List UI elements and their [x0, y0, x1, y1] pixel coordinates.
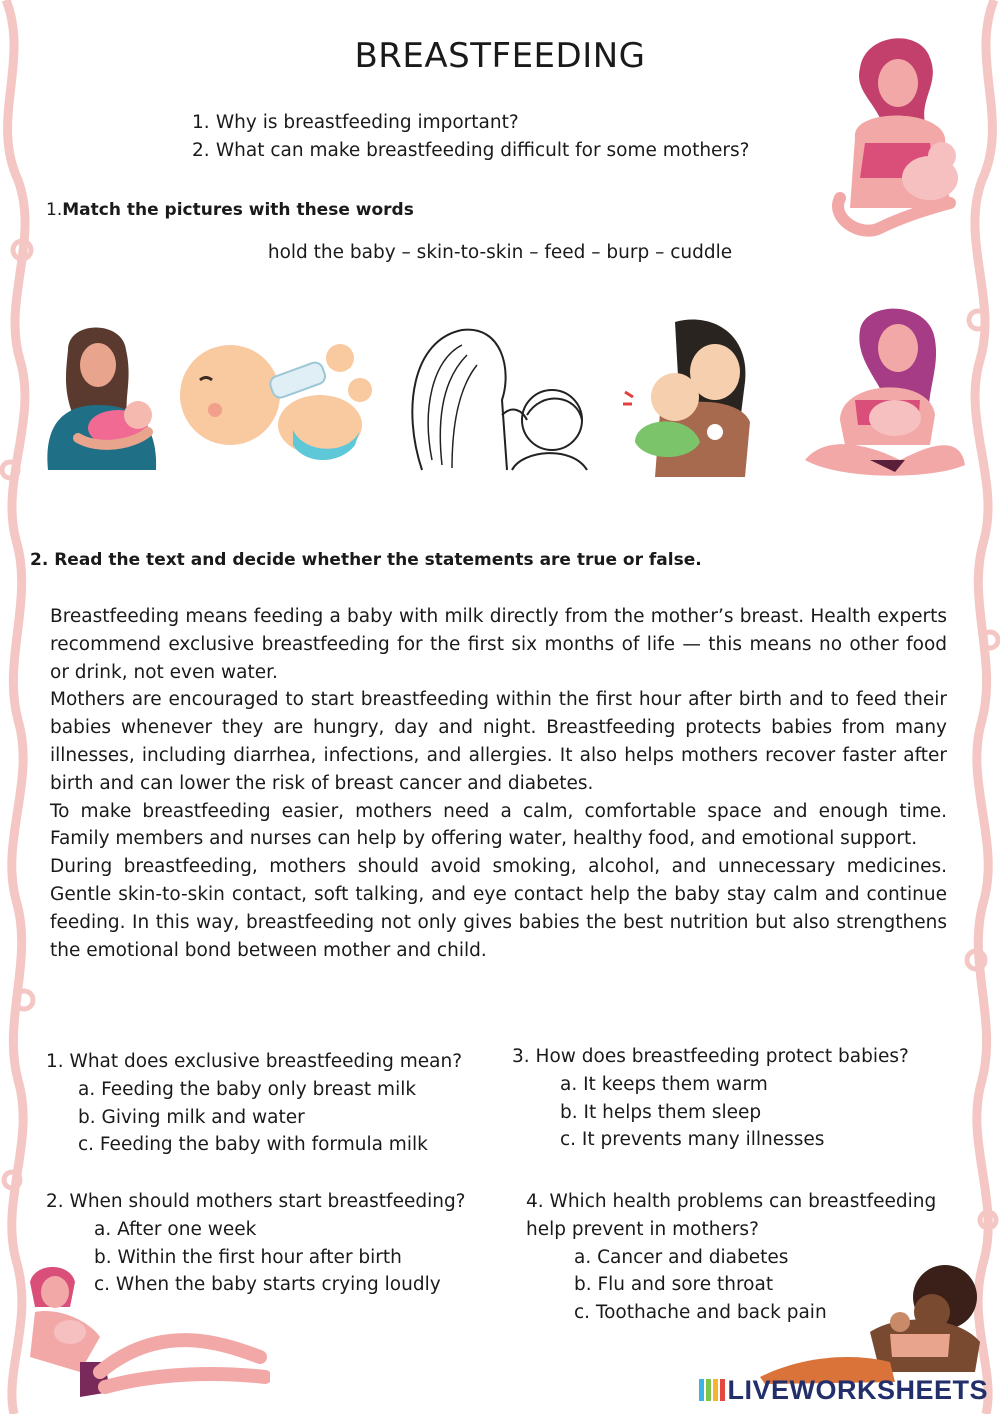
question-text: 2. When should mothers start breastfeeding? — [46, 1191, 466, 1212]
intro-question-number: 1. — [192, 112, 210, 133]
intro-question-text: Why is breastfeeding important? — [215, 112, 519, 133]
answer-option[interactable]: b. Flu and sore throat — [574, 1274, 774, 1296]
answer-option[interactable]: c. Feeding the baby with formula milk — [78, 1134, 428, 1156]
passage-paragraph: During breastfeeding, mothers should avoid smoking, alcohol, and unnecessary medicines. Gentle skin-to-skin contact, soft talking, and eye contact help the baby stay calm and continue feeding. In this way, breastfeeding not only gives babies the best nutrition but also strengthens the emotional bond between mother and child. — [50, 856, 947, 961]
answer-option[interactable]: b. It helps them sleep — [560, 1101, 762, 1123]
intro-question-1 — [192, 112, 519, 133]
answer-option[interactable]: a. Cancer and diabetes — [574, 1246, 789, 1268]
baby-bottle-feeding-icon — [175, 330, 375, 465]
page-title: BREASTFEEDING — [354, 36, 646, 76]
answer-option[interactable]: c. When the baby starts crying loudly — [94, 1274, 441, 1296]
answer-option[interactable]: c. Toothache and back pain — [574, 1302, 827, 1324]
lying-mother-with-baby-illustration-icon — [760, 1262, 992, 1387]
question-text: 3. How does breastfeeding protect babies? — [512, 1046, 909, 1067]
breastfeeding-mother-icon — [800, 300, 970, 480]
passage-paragraph: Breastfeeding means feeding a baby with milk directly from the mother’s breast. Health experts recommend exclusive breastfeeding for the first six months of life — this means no other food or drink, not even water. — [50, 606, 947, 683]
logo-text: LIVEWORKSHEETS — [727, 1375, 988, 1405]
answer-option[interactable]: c. It prevents many illnesses — [560, 1129, 825, 1151]
mother-nursing-illustration-icon — [820, 28, 970, 243]
section1-heading-text: Match the pictures with these words — [62, 200, 414, 220]
left-floral-border — [0, 0, 40, 1414]
section2-heading: 2. Read the text and decide whether the statements are true or false. — [30, 550, 702, 570]
intro-question-text: What can make breastfeeding difficult for some mothers? — [215, 140, 750, 161]
liveworksheets-logo — [699, 1375, 988, 1406]
section1-heading — [46, 200, 414, 220]
passage-paragraph: To make breastfeeding easier, mothers need a calm, comfortable space and enough time. Family members and nurses can help by offering water, healthy food, and emotional support. — [50, 800, 947, 850]
answer-option[interactable]: a. It keeps them warm — [560, 1073, 768, 1095]
question-1-block — [46, 1048, 496, 1159]
question-text: 1. What does exclusive breastfeeding mean? — [46, 1051, 463, 1072]
reclining-mother-illustration-icon — [20, 1262, 270, 1402]
answer-option[interactable]: a. Feeding the baby only breast milk — [78, 1078, 417, 1100]
section1-number: 1. — [46, 200, 63, 220]
answer-option[interactable]: a. After one week — [94, 1218, 257, 1240]
question-3-block — [512, 1043, 952, 1154]
word-bank: hold the baby – skin-to-skin – feed – burp – cuddle — [267, 242, 733, 263]
intro-question-2 — [192, 140, 750, 161]
skin-to-skin-sketch-icon — [402, 320, 592, 475]
logo-mark-icon — [699, 1377, 725, 1403]
answer-option[interactable]: b. Within the first hour after birth — [94, 1246, 402, 1268]
burping-baby-icon — [620, 312, 760, 477]
passage-paragraph: Mothers are encouraged to start breastfeeding within the first hour after birth and to feed their babies whenever they are hungry, day and night. Breastfeeding protects babies from many illnesses, including diarrhea, infections, and allergies. It also helps mothers recover faster after birth and can lower the risk of breast cancer and diabetes. — [50, 689, 947, 794]
question-text: 4. Which health problems can breastfeeding help prevent in mothers? — [526, 1191, 937, 1240]
intro-question-number: 2. — [192, 140, 210, 161]
reading-passage — [50, 603, 947, 964]
mother-holding-baby-icon — [38, 320, 163, 475]
answer-option[interactable]: b. Giving milk and water — [78, 1106, 305, 1128]
